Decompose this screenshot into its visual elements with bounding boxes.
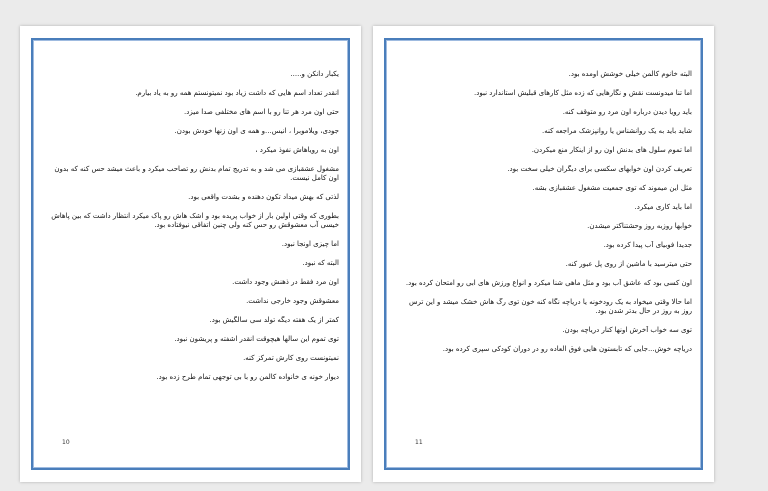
text-line: اما چیزی اونجا نبود. [281,240,339,248]
text-line: حتی میترسید با ماشین از روی پل عبور کنه. [565,260,692,268]
text-line: اما باید کاری میکرد. [634,203,692,211]
text-line: معشوقش وجود خارجی نداشت. [246,297,339,305]
text-line: جودی، ویلاموبرا ، انیس...و همه ی اون زنها خودش بودن. [174,127,339,135]
text-line: لذتی که بهش میداد تکون دهنده و بشدت واقعی بود. [188,193,339,201]
text-line: حتی اون مرد هر تنا رو با اسم های مختلفی صدا میزد. [183,108,339,116]
text-line: اون کسی بود که عاشق آب بود و مثل ماهی شنا میکرد و انواع ورزش های ابی رو امتحان کرده بود. [405,279,692,287]
page-text [397,70,692,364]
text-line: اون مرد فقط در ذهنش وجود داشت. [232,278,339,286]
text-line: کمتر از یک هفته دیگه تولد سی سالگیش بود. [209,316,339,324]
document-page-left [20,26,361,482]
text-line: دریاچه خوش...جایی که تابستون هایی فوق العاده رو در دوران کودکی سپری کرده بود. [442,345,692,353]
text-line: مثل این میموند که توی جمعیت مشغول عشقبازی بشه. [532,184,692,192]
text-line: اما حالا وقتی میخواد به یک رودخونه یا دریاچه نگاه کنه خون توی رگ هاش خشک میشد و این ترس روز به روز در حال بدتر شدن بود. [409,298,692,315]
text-line: تعریف کردن اون خوابهای سکسی برای دیگران خیلی سخت بود. [507,165,692,173]
text-line: اون به رویاهاش نفوذ میکرد ، [255,146,339,154]
text-line: جدیدا فوبیای آب پیدا کرده بود. [603,241,692,249]
text-line: انقدر تعداد اسم هایی که داشت زیاد بود نمیتونستم همه رو به یاد بیارم. [135,89,339,97]
text-line: توی تموم این سالها هیچوقت انقدر اشفته و پریشون نبود. [174,335,339,343]
text-line: البته خانوم کالمن خیلی خوشش اومده بود. [568,70,692,78]
page-text [44,70,339,392]
text-line: اما تموم سلول های بدنش اون رو از اینکار منع میکردن. [531,146,692,154]
text-line: مشغول عشقبازی می شد و به تدریج تمام بدنش رو تصاحب میکرد و باعث میشد حس کنه که بدون اون کامل نیست. [54,165,339,182]
text-line: خوابها روزبه روز وحشتناکتر میشدن. [587,222,692,230]
text-line: توی سه خواب آخرش اونها کنار دریاچه بودن. [562,326,692,334]
page-number: 10 [62,439,70,446]
text-line: البته که نبود. [302,259,339,267]
text-line: اما تنا میدونست نقش و نگارهایی که زده مثل کارهای قبلیش استاندارد نبود. [474,89,692,97]
page-number: 11 [415,439,423,446]
text-line: یکبار دانکن و..... [290,70,339,78]
text-line: نمیتونست روی کارش تمرکز کنه. [243,354,339,362]
text-line: بطوری که وقتی اولین بار از خواب پریده بود و اشک هاش رو پاک میکرد انتظار داشت که بین پاهاش خیسی آب معشوقش رو حس کنه ولی چنین اتفاقی نیوفتاده بود. [51,212,339,229]
text-line: باید رویا دیدن درباره اون مرد رو متوقف کنه. [562,108,692,116]
document-page-right [373,26,714,482]
text-line: دیوار خونه ی خانواده کالمن رو با بی توجهی تمام طرح زده بود. [156,373,339,381]
text-line: شاید باید به یک روانشناس یا روانپزشک مراجعه کنه. [541,127,692,135]
